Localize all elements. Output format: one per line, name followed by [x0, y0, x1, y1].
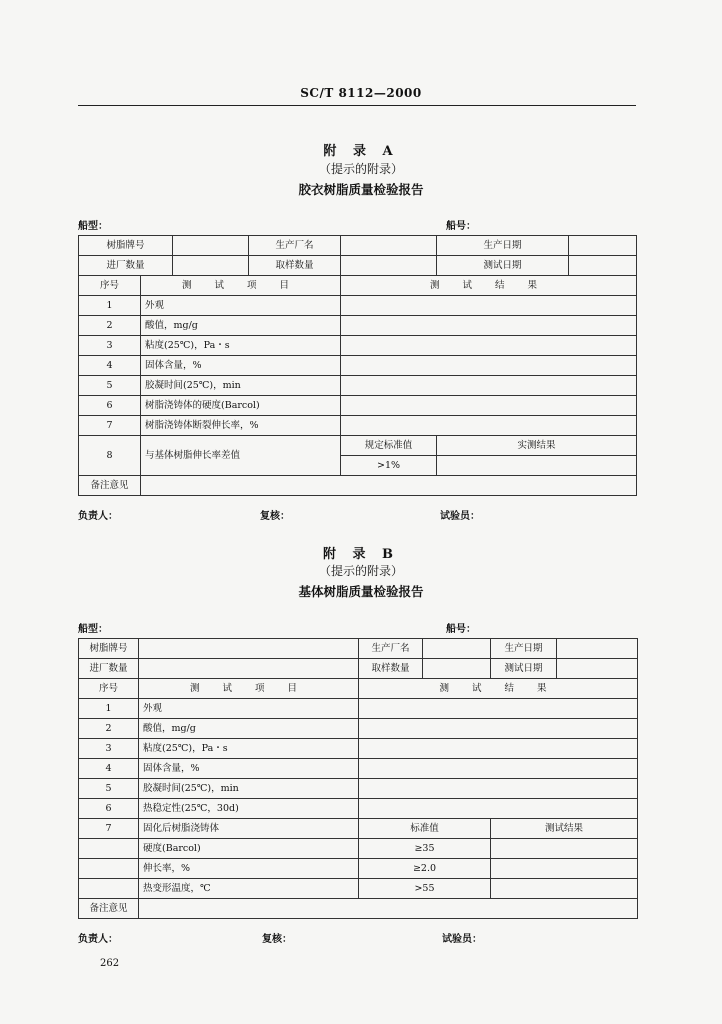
test-result-cell[interactable] [491, 879, 638, 899]
incoming-qty-label: 进厂数量 [79, 659, 139, 679]
test-date-label: 测试日期 [437, 256, 569, 276]
item-name: 与基体树脂伸长率差值 [141, 436, 341, 476]
table-row [79, 659, 638, 679]
result-cell[interactable] [359, 759, 638, 779]
manufacturer-cell[interactable] [341, 236, 437, 256]
item-no: 5 [79, 779, 139, 799]
annex-b-title: 附 录 B [322, 547, 400, 562]
measured-result-cell[interactable] [437, 456, 637, 476]
test-result-cell[interactable] [491, 839, 638, 859]
incoming-qty-cell[interactable] [173, 256, 249, 276]
standard-code: SC/T 8112—2000 [300, 86, 422, 100]
table-row [79, 719, 638, 739]
table-row [79, 436, 637, 456]
seq-header: 序号 [79, 679, 139, 699]
test-date-cell[interactable] [557, 659, 638, 679]
result-cell[interactable] [359, 799, 638, 819]
manufacturer-label: 生产厂名 [249, 236, 341, 256]
result-cell[interactable] [359, 779, 638, 799]
table-row [79, 779, 638, 799]
sample-qty-label: 取样数量 [249, 256, 341, 276]
empty-seq-cell [79, 839, 139, 859]
table-row [79, 839, 638, 859]
measured-result-header: 实测结果 [437, 436, 637, 456]
test-items-header: 测 试 项 目 [139, 679, 359, 699]
standard-value: ≥35 [359, 839, 491, 859]
production-date-cell[interactable] [557, 639, 638, 659]
annex-a-ship-type-label: 船型： [78, 221, 108, 232]
sample-qty-label: 取样数量 [359, 659, 423, 679]
remarks-cell[interactable] [141, 476, 637, 496]
incoming-qty-label: 进厂数量 [79, 256, 173, 276]
test-date-label: 测试日期 [491, 659, 557, 679]
item-name: 酸值，mg/g [141, 316, 341, 336]
annex-b-tester-label: 试验员： [442, 934, 482, 945]
test-results-header: 测 试 结 果 [359, 679, 638, 699]
item-no: 6 [79, 396, 141, 416]
item-name: 固体含量，% [141, 356, 341, 376]
standard-value-header: 标准值 [359, 819, 491, 839]
table-row [79, 879, 638, 899]
resin-brand-label: 树脂牌号 [79, 639, 139, 659]
subitem-name: 伸长率，% [139, 859, 359, 879]
production-date-label: 生产日期 [491, 639, 557, 659]
result-cell[interactable] [341, 336, 637, 356]
annex-a-report-name: 胶衣树脂质量检验报告 [298, 182, 424, 197]
item-no: 1 [79, 296, 141, 316]
manufacturer-label: 生产厂名 [359, 639, 423, 659]
item-no: 3 [79, 336, 141, 356]
item-no: 7 [79, 819, 139, 839]
sample-qty-cell[interactable] [341, 256, 437, 276]
seq-header: 序号 [79, 276, 141, 296]
subitem-name: 热变形温度，℃ [139, 879, 359, 899]
page-number: 262 [100, 958, 120, 969]
standard-value: ≥2.0 [359, 859, 491, 879]
table-row [79, 336, 637, 356]
item-name: 粘度(25℃)，Pa・s [141, 336, 341, 356]
result-cell[interactable] [341, 396, 637, 416]
table-row [79, 679, 638, 699]
result-cell[interactable] [341, 376, 637, 396]
resin-brand-cell[interactable] [139, 639, 359, 659]
item-name: 固化后树脂浇铸体 [139, 819, 359, 839]
item-no: 7 [79, 416, 141, 436]
sample-qty-cell[interactable] [423, 659, 491, 679]
test-result-header: 测试结果 [491, 819, 638, 839]
table-row [79, 416, 637, 436]
table-row [79, 476, 637, 496]
item-name: 树脂浇铸体断裂伸长率，% [141, 416, 341, 436]
item-name: 粘度(25℃)，Pa・s [139, 739, 359, 759]
item-no: 6 [79, 799, 139, 819]
annex-a-subtitle: （提示的附录） [318, 162, 403, 176]
table-row [79, 316, 637, 336]
table-row [79, 899, 638, 919]
annex-b-report-name: 基体树脂质量检验报告 [298, 584, 424, 599]
result-cell[interactable] [359, 739, 638, 759]
table-row [79, 639, 638, 659]
result-cell[interactable] [359, 719, 638, 739]
table-row [79, 396, 637, 416]
annex-b-table [78, 638, 638, 919]
annex-b-reviewer-label: 复核： [262, 934, 292, 945]
standard-value: >55 [359, 879, 491, 899]
item-name: 热稳定性(25℃，30d) [139, 799, 359, 819]
item-no: 8 [79, 436, 141, 476]
header-rule [78, 105, 636, 106]
table-row [79, 236, 637, 256]
table-row [79, 376, 637, 396]
item-name: 胶凝时间(25℃)，min [141, 376, 341, 396]
subitem-name: 硬度(Barcol) [139, 839, 359, 859]
item-name: 外观 [139, 699, 359, 719]
table-row [79, 799, 638, 819]
table-row [79, 739, 638, 759]
item-name: 胶凝时间(25℃)，min [139, 779, 359, 799]
production-date-label: 生产日期 [437, 236, 569, 256]
table-row [79, 759, 638, 779]
table-row [79, 296, 637, 316]
table-row [79, 256, 637, 276]
empty-seq-cell [79, 859, 139, 879]
annex-a-tester-label: 试验员： [440, 511, 480, 522]
item-name: 树脂浇铸体的硬度(Barcol) [141, 396, 341, 416]
result-cell[interactable] [359, 699, 638, 719]
test-results-header: 测 试 结 果 [341, 276, 637, 296]
result-cell[interactable] [341, 416, 637, 436]
item-name: 外观 [141, 296, 341, 316]
annex-a-ship-no-label: 船号： [446, 221, 476, 232]
item-name: 固体含量，% [139, 759, 359, 779]
annex-a-responsible-label: 负责人： [78, 511, 118, 522]
item-no: 2 [79, 719, 139, 739]
annex-b-subtitle: （提示的附录） [318, 564, 403, 578]
result-cell[interactable] [341, 356, 637, 376]
annex-b-ship-no-label: 船号： [446, 624, 476, 635]
table-row [79, 819, 638, 839]
manufacturer-cell[interactable] [423, 639, 491, 659]
table-row [79, 699, 638, 719]
empty-seq-cell [79, 879, 139, 899]
annex-a-title: 附 录 A [323, 144, 399, 159]
result-cell[interactable] [341, 296, 637, 316]
annex-a-table [78, 235, 637, 496]
test-date-cell[interactable] [569, 256, 637, 276]
table-row [79, 276, 637, 296]
remarks-label: 备注意见 [79, 899, 139, 919]
annex-a-reviewer-label: 复核： [260, 511, 290, 522]
annex-b-responsible-label: 负责人： [78, 934, 118, 945]
item-no: 4 [79, 759, 139, 779]
table-row [79, 356, 637, 376]
item-name: 酸值，mg/g [139, 719, 359, 739]
spec-value: >1% [341, 456, 437, 476]
item-no: 4 [79, 356, 141, 376]
production-date-cell[interactable] [569, 236, 637, 256]
incoming-qty-cell[interactable] [139, 659, 359, 679]
remarks-label: 备注意见 [79, 476, 141, 496]
result-cell[interactable] [341, 316, 637, 336]
annex-b-ship-type-label: 船型： [78, 624, 108, 635]
resin-brand-cell[interactable] [173, 236, 249, 256]
test-items-header: 测 试 项 目 [141, 276, 341, 296]
spec-value-header: 规定标准值 [341, 436, 437, 456]
item-no: 5 [79, 376, 141, 396]
test-result-cell[interactable] [491, 859, 638, 879]
resin-brand-label: 树脂牌号 [79, 236, 173, 256]
remarks-cell[interactable] [139, 899, 638, 919]
table-row [79, 859, 638, 879]
item-no: 2 [79, 316, 141, 336]
item-no: 1 [79, 699, 139, 719]
item-no: 3 [79, 739, 139, 759]
